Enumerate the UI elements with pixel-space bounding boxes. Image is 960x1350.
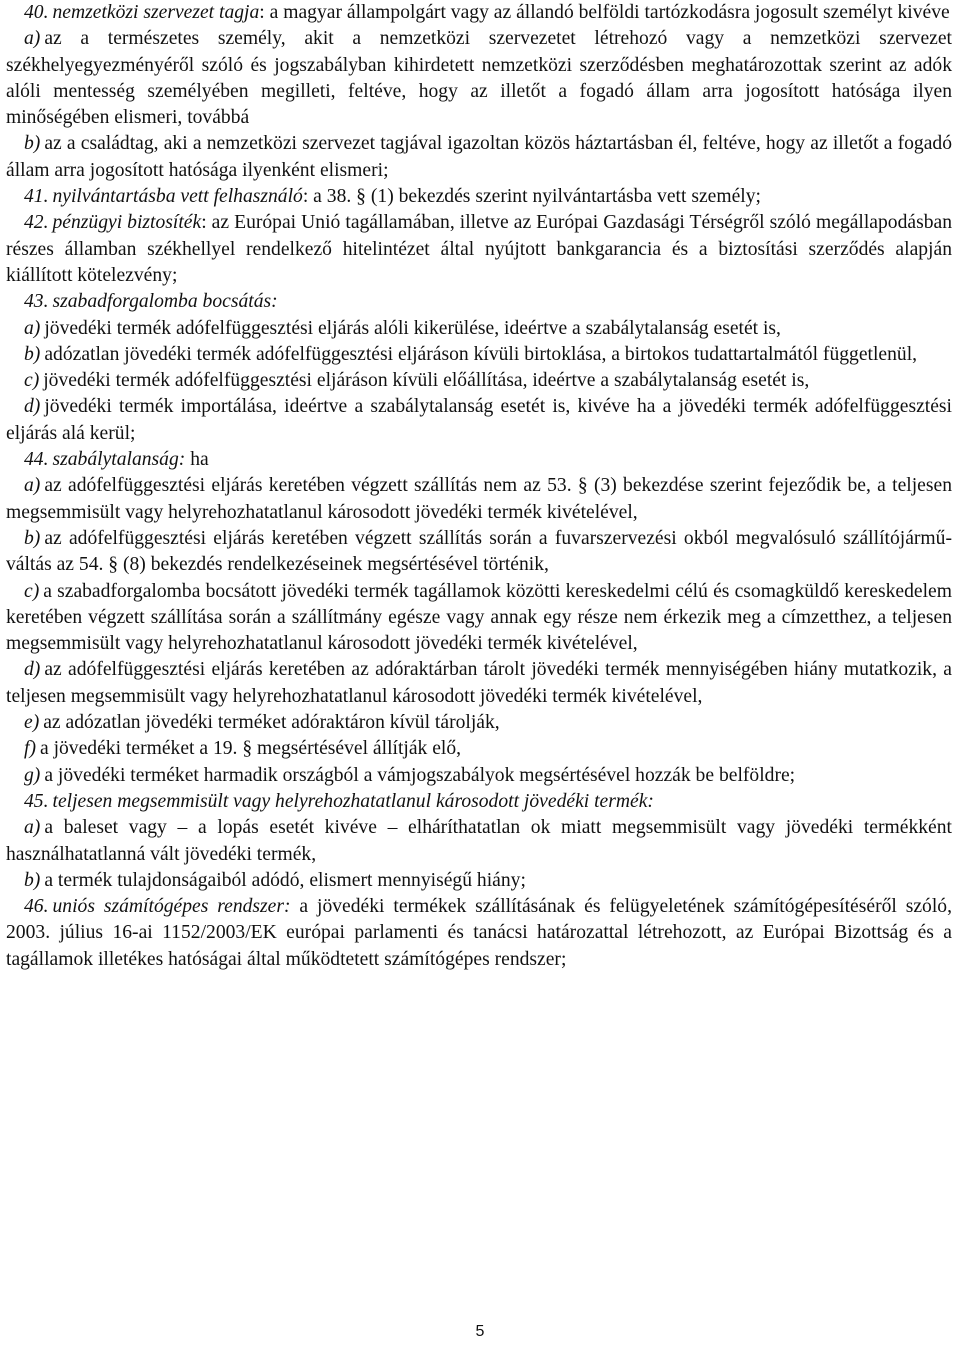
definition-44-item-d (6, 657, 952, 710)
item-label: d) (24, 659, 41, 681)
item-text: a jövedéki terméket a 19. § megsértésével állítják elő, (39, 738, 462, 760)
definition-43 (6, 289, 952, 315)
item-label: a) (24, 475, 41, 497)
definition-term: uniós számítógépes rendszer: (52, 896, 291, 918)
definition-43-item-c (6, 368, 952, 394)
definition-45-item-a (6, 815, 952, 868)
item-label: d) (24, 396, 41, 418)
definition-text: ha (185, 449, 209, 471)
item-text: jövedéki termék adófelfüggesztési eljáráson kívüli előállítása, ideértve a szabálytalanság esetét is, (43, 370, 810, 392)
document-body (6, 0, 952, 973)
item-text: a termék tulajdonságaiból adódó, elismert mennyiségű hiány; (44, 869, 526, 891)
definition-46 (6, 894, 952, 973)
item-text: a szabadforgalomba bocsátott jövedéki termék tagállamok közötti kereskedelmi célú és csomagküldő kereskedelem keretében végzett szállítása során a szállítmány egésze vagy annak egy része nem érkezik meg a címzetthez, a teljesen megsemmisült vagy helyrehozhatatlanul károsodott jövedéki termék kivételével, (6, 580, 952, 655)
definition-40 (6, 0, 952, 26)
definition-43-item-d (6, 394, 952, 447)
definition-term: szabálytalanság: (52, 449, 186, 471)
definition-44-item-e (6, 710, 952, 736)
definition-44-item-b (6, 526, 952, 579)
item-label: e) (24, 712, 40, 734)
item-label: b) (24, 527, 41, 549)
definition-term: teljesen megsemmisült vagy helyrehozhatatlanul károsodott jövedéki termék: (52, 790, 654, 812)
definition-43-item-b (6, 342, 952, 368)
definition-number: 40. (24, 2, 49, 23)
item-text: az adófelfüggesztési eljárás keretében végzett szállítás nem az 53. § (3) bekezdése szerint fejeződik be, a teljesen megsemmisült vagy helyrehozhatatlanul károsodott jövedéki termék kivételével, (6, 475, 952, 523)
item-text: az adózatlan jövedéki terméket adóraktáron kívül tárolják, (43, 712, 500, 734)
item-text: az adófelfüggesztési eljárás keretében végzett szállítás során a fuvarszervezési okból megvalósuló szállítójármű-váltás az 54. § (8) bekezdés rendelkezéseinek megsértésével történik, (6, 527, 952, 576)
definition-number: 43. (24, 291, 49, 313)
definition-44-item-f (6, 736, 952, 762)
item-label: b) (24, 869, 41, 891)
item-text: a jövedéki terméket harmadik országból a vámjogszabályok megsértésével hozzák be belföldre; (44, 764, 796, 786)
item-label: g) (24, 764, 41, 786)
definition-term: szabadforgalomba bocsátás: (52, 291, 278, 313)
page-number: 5 (475, 1323, 485, 1340)
definition-44-item-c (6, 579, 952, 658)
item-label: c) (24, 580, 40, 602)
item-text: jövedéki termék importálása, ideértve a szabálytalanság esetét is, kivéve ha a jövedéki termék adófelfüggesztési eljárás alá kerül; (6, 396, 952, 444)
item-text: az a természetes személy, akit a nemzetközi szervezetet létrehozó vagy a nemzetközi szervezet székhelyegyezményéről szóló és jogszabályban kihirdetett nemzetközi szerződésben meghatározottak szerint az adók alóli mentesség személyében megilleti, feltéve, hogy az illetőt a fogadó állam arra jogosított hatósága ilyen minőségében elismeri, továbbá (6, 28, 952, 129)
definition-40-item-a (6, 26, 952, 131)
item-text: adózatlan jövedéki termék adófelfüggesztési eljáráson kívüli birtoklása, a birtokos tudattartalmától függetlenül, (44, 343, 918, 365)
item-text: az a családtag, aki a nemzetközi szervezet tagjával igazoltan közös háztartásban él, feltéve, hogy az illetőt a fogadó állam arra jogosított hatósága ilyenként elismeri; (6, 133, 952, 181)
definition-40-item-b (6, 131, 952, 184)
item-text: az adófelfüggesztési eljárás keretében az adóraktárban tárolt jövedéki termék mennyiségében hiány mutatkozik, a teljesen megsemmisült vagy helyrehozhatatlanul károsodott jövedéki termék kivételével, (6, 659, 952, 707)
definition-text: : a magyar állampolgárt vagy az állandó belföldi tartózkodásra jogosult személyt kivéve (259, 2, 950, 23)
definition-term: pénzügyi biztosíték (52, 212, 202, 234)
definition-text: : a 38. § (1) bekezdés szerint nyilvántartásba vett személy; (302, 186, 761, 208)
definition-45-item-b (6, 868, 952, 894)
definition-text: : az Európai Unió tagállamában, illetve az Európai Gazdasági Térségről szóló megállapodásban részes államban székhellyel rendelkező hitelintézet által nyújtott bankgarancia és a biztosítási szerződés alapján kiállított kötelezvény; (6, 212, 953, 286)
definition-45 (6, 789, 952, 815)
definition-41 (6, 184, 952, 210)
definition-term: nyilvántartásba vett felhasználó (52, 186, 303, 208)
definition-44-item-a (6, 473, 952, 526)
definition-term: nemzetközi szervezet tagja (52, 2, 260, 23)
definition-number: 46. (24, 896, 49, 918)
item-label: a) (24, 317, 41, 339)
definition-number: 45. (24, 790, 49, 812)
definition-number: 42. (24, 212, 49, 234)
item-label: a) (24, 817, 41, 839)
item-label: b) (24, 133, 41, 155)
definition-44-item-g (6, 763, 952, 789)
item-label: c) (24, 370, 40, 392)
item-label: a) (24, 28, 41, 50)
definition-44 (6, 447, 952, 473)
item-label: b) (24, 343, 41, 365)
definition-number: 44. (24, 449, 49, 471)
definition-42 (6, 210, 952, 289)
item-text: jövedéki termék adófelfüggesztési eljárás alóli kikerülése, ideértve a szabálytalanság esetét is, (44, 317, 781, 339)
definition-43-item-a (6, 316, 952, 342)
definition-text: a jövedéki termékek szállításának és felügyeletének számítógépesítéséről szóló, 2003. július 16-ai 1152/2003/EK európai parlamenti és tanácsi határozattal létrehozott, az Európai Bizottság és a tagállamok illetékes hatóságai által működtetett számítógépes rendszer; (6, 896, 952, 970)
item-label: f) (24, 738, 36, 760)
definition-number: 41. (24, 186, 49, 208)
item-text: a baleset vagy – a lopás esetét kivéve – elháríthatatlan ok miatt megsemmisült vagy jövedéki termékként használhatatlanná vált jövedéki termék, (6, 817, 952, 865)
